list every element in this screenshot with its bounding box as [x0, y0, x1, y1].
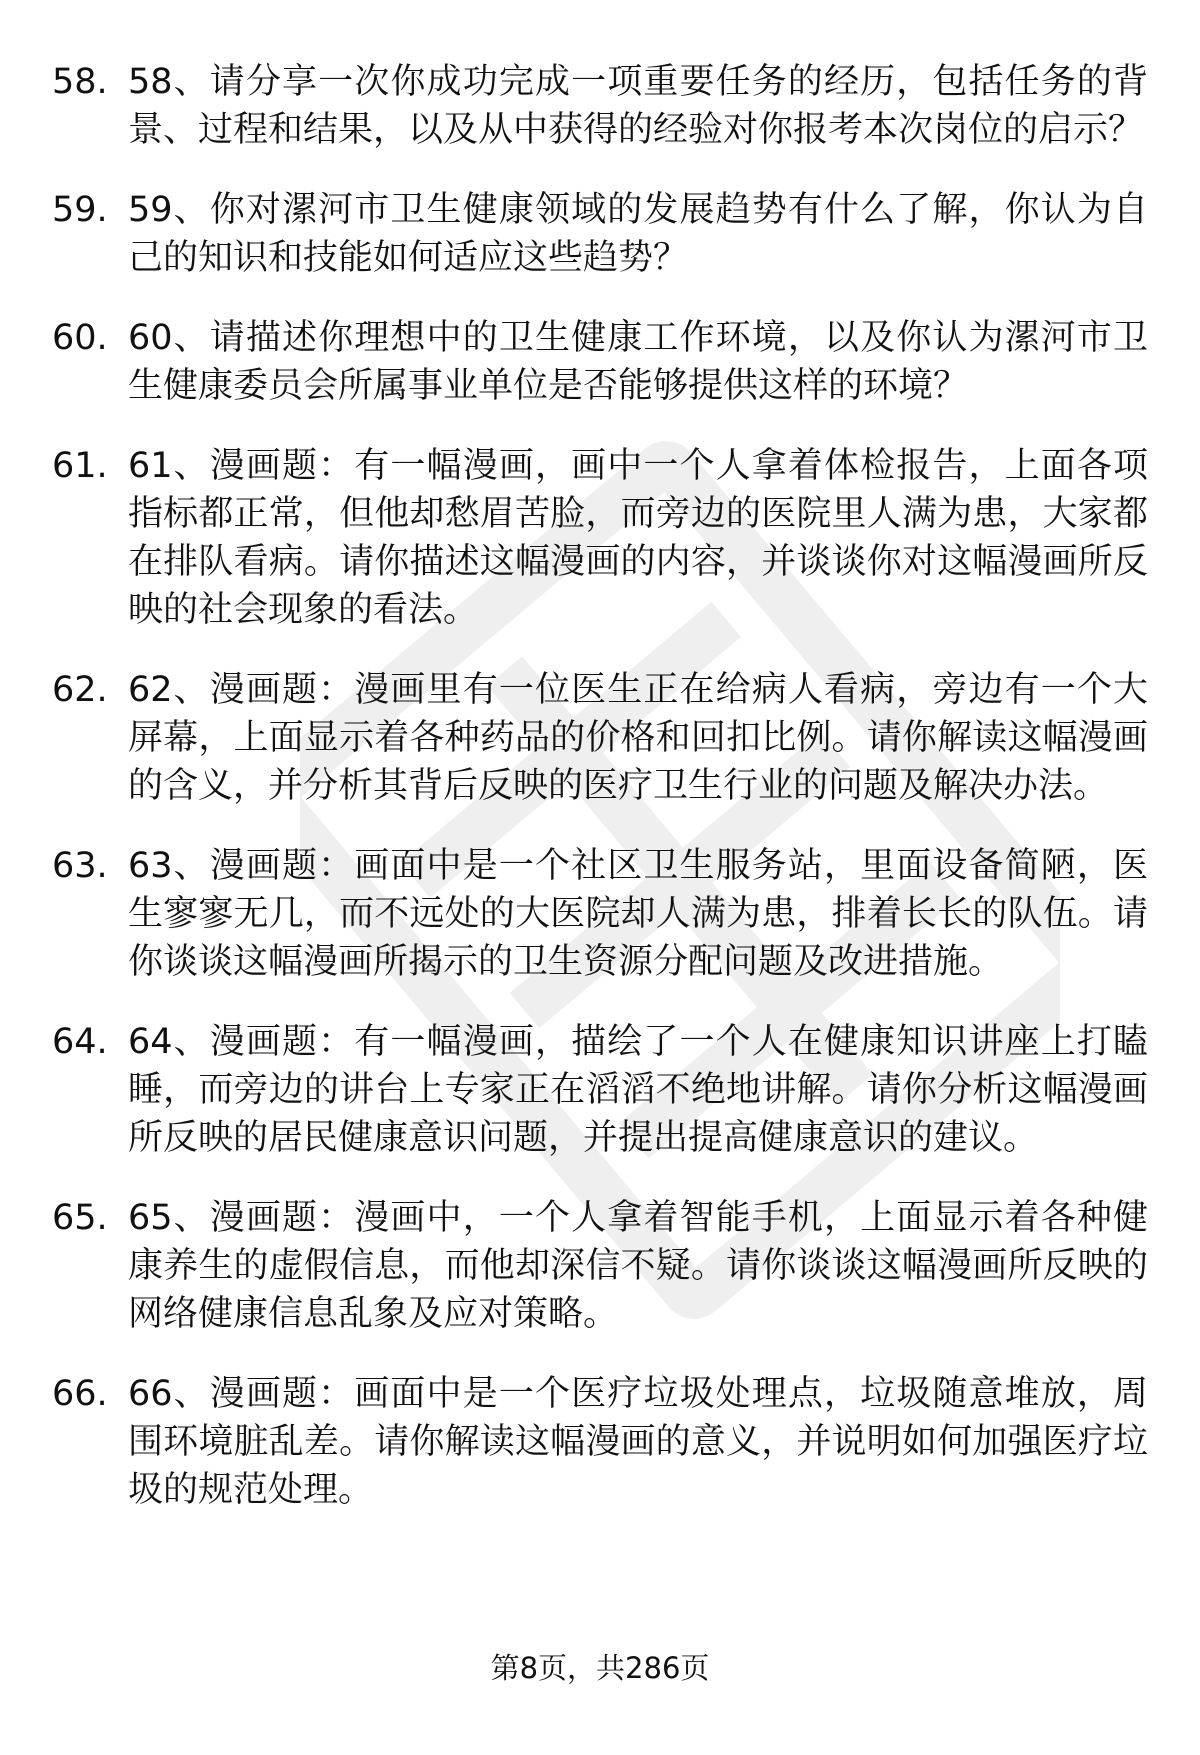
- question-text: 64、漫画题：有一幅漫画，描绘了一个人在健康知识讲座上打瞌睡，而旁边的讲台上专家正在滔滔不绝地讲解。请你分析这幅漫画所反映的居民健康意识问题，并提出提高健康意识的建议。: [128, 1022, 1148, 1158]
- question-number: 59.: [52, 190, 108, 230]
- question-text: 66、漫画题：画面中是一个医疗垃圾处理点，垃圾随意堆放，周围环境脏乱差。请你解读这幅漫画的意义，并说明如何加强医疗垃圾的规范处理。: [128, 1374, 1148, 1510]
- question-number: 61.: [52, 446, 108, 486]
- question-item: [52, 186, 1152, 282]
- question-text: 58、请分享一次你成功完成一项重要任务的经历，包括任务的背景、过程和结果，以及从中获得的经验对你报考本次岗位的启示？: [128, 62, 1148, 150]
- question-item: [52, 1194, 1152, 1338]
- question-number: 62.: [52, 670, 108, 710]
- question-number: 66.: [52, 1374, 108, 1414]
- question-number: 63.: [52, 846, 108, 886]
- question-item: [52, 58, 1152, 154]
- question-number: 58.: [52, 62, 108, 102]
- question-number: 65.: [52, 1198, 108, 1238]
- question-text: 61、漫画题：有一幅漫画，画中一个人拿着体检报告，上面各项指标都正常，但他却愁眉苦脸，而旁边的医院里人满为患，大家都在排队看病。请你描述这幅漫画的内容，并谈谈你对这幅漫画所反映的社会现象的看法。: [128, 446, 1148, 630]
- question-text: 65、漫画题：漫画中，一个人拿着智能手机，上面显示着各种健康养生的虚假信息，而他却深信不疑。请你谈谈这幅漫画所反映的网络健康信息乱象及应对策略。: [128, 1198, 1148, 1334]
- page-footer: 第8页，共286页: [490, 1651, 710, 1685]
- question-item: [52, 1018, 1152, 1162]
- question-item: [52, 442, 1152, 634]
- question-item: [52, 666, 1152, 810]
- question-item: [52, 314, 1152, 410]
- question-text: 60、请描述你理想中的卫生健康工作环境，以及你认为漯河市卫生健康委员会所属事业单位是否能够提供这样的环境？: [128, 318, 1148, 406]
- question-item: [52, 1370, 1152, 1514]
- question-text: 63、漫画题：画面中是一个社区卫生服务站，里面设备简陋，医生寥寥无几，而不远处的大医院却人满为患，排着长长的队伍。请你谈谈这幅漫画所揭示的卫生资源分配问题及改进措施。: [128, 846, 1148, 982]
- question-list: [52, 58, 1152, 1546]
- question-item: [52, 842, 1152, 986]
- question-number: 64.: [52, 1022, 108, 1062]
- question-number: 60.: [52, 318, 108, 358]
- question-text: 62、漫画题：漫画里有一位医生正在给病人看病，旁边有一个大屏幕，上面显示着各种药品的价格和回扣比例。请你解读这幅漫画的含义，并分析其背后反映的医疗卫生行业的问题及解决办法。: [128, 670, 1148, 806]
- question-text: 59、你对漯河市卫生健康领域的发展趋势有什么了解，你认为自己的知识和技能如何适应这些趋势？: [128, 190, 1148, 278]
